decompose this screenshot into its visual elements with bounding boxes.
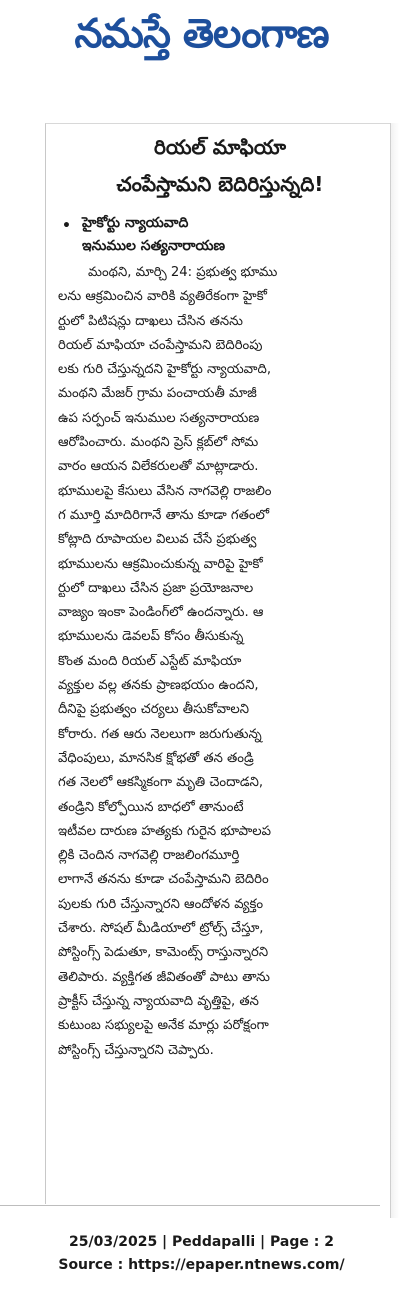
- body-line: పోస్టింగ్స్ పెడుతూ, కామెంట్స్ రాస్తున్నారని: [58, 945, 269, 961]
- clipping-right-border: [390, 123, 399, 1218]
- footer-date-edition-page: 25/03/2025 | Peddapalli | Page : 2: [69, 1234, 334, 1250]
- body-line: ర్టులో దాఖలు చేసిన ప్రజా ప్రయోజనాల: [58, 580, 254, 596]
- headline-line-2: చంపేస్తామని బెదిరిస్తున్నది!: [116, 172, 324, 196]
- body-line: వేధింపులు, మానసిక క్షోభతో తన తండ్రి: [58, 750, 254, 766]
- body-line: లకు గురి చేస్తున్నదని హైకోర్టు న్యాయవాది,: [58, 362, 272, 378]
- body-line: వ్యక్తుల వల్ల తనకు ప్రాణభయం ఉందని,: [58, 678, 259, 694]
- clipping-bottom-divider: [0, 1205, 380, 1206]
- article-body: [58, 261, 388, 1063]
- body-line: లను ఆక్రమించిన వారికి వ్యతిరేకంగా హైకో: [58, 289, 267, 305]
- body-line: రియల్ మాఫియా చంపేస్తామని బెదిరింపు: [58, 337, 263, 353]
- body-line: మంథని, మార్చి 24: ప్రభుత్వ భూము: [88, 265, 278, 280]
- body-line: ఇటీవల దారుణ హత్యకు గురైన భూపాలప: [58, 823, 271, 839]
- body-line: పోస్టింగ్స్ చేస్తున్నారని చెప్పారు.: [58, 1042, 214, 1058]
- body-line: భూములను ఆక్రమించుకున్న వారిపై హైకో: [58, 556, 263, 572]
- footer-source: Source : https://epaper.ntnews.com/: [58, 1257, 345, 1273]
- body-line: చేశారు. సోషల్ మీడియాలో ట్రోల్స్ చేస్తూ,: [58, 921, 264, 937]
- body-line: దీనిపై ప్రభుత్వం చర్యలు తీసుకోవాలని: [58, 702, 250, 718]
- body-line: ఉప సర్పంచ్ ఇనుముల సత్యనారాయణ: [58, 410, 260, 426]
- body-line: తెలిపారు. వ్యక్తిగత జీవితంతో పాటు తాను: [58, 969, 270, 985]
- body-line: కోట్లాది రూపాయల విలువ చేసే ప్రభుత్వ: [58, 532, 257, 548]
- body-line: గ మూర్తి మాదిరిగానే తాను కూడా గతంలో: [58, 507, 270, 523]
- subheadline-line-2: ఇనుముల సత్యనారాయణ: [82, 238, 226, 254]
- headline-line-1: రియల్ మాఫియా: [153, 135, 287, 159]
- bullet-icon: •: [62, 218, 71, 234]
- body-line: గత నెలలో ఆకస్మికంగా మృతి చెందాడని,: [58, 775, 264, 791]
- body-line: కుటుంబ సభ్యులపై అనేక మార్లు పరోక్షంగా: [58, 1018, 269, 1034]
- subheadline-line-1: హైకోర్టు న్యాయవాది: [82, 215, 189, 231]
- body-line: భూములను డెవలప్ కోసం తీసుకున్న: [58, 629, 244, 645]
- body-line: భూములపై కేసులు వేసిన నాగవెల్లి రాజలిం: [58, 483, 272, 499]
- body-line: కొంత మంది రియల్ ఎస్టేట్ మాఫియా: [58, 653, 242, 669]
- masthead-title: నమస్తే తెలంగాణ: [74, 11, 329, 57]
- body-line: లాగానే తనను కూడా చంపేస్తామని బెదిరిం: [58, 872, 269, 888]
- newspaper-masthead: [0, 0, 403, 78]
- body-line: వారం ఆయన విలేకరులతో మాట్లాడారు.: [58, 459, 259, 475]
- body-line: ర్టులో పిటిషన్లు దాఖలు చేసిన తనను: [58, 313, 243, 329]
- body-line: తండ్రిని కోల్పోయిన బాధలో తానుంటే: [58, 799, 244, 815]
- body-line: ప్రాక్టీస్ చేస్తున్న న్యాయవాది వృత్తిపై, తన: [58, 993, 259, 1009]
- body-line: ఆరోపించారు. మంథని ప్రెస్ క్లబ్‌లో సోమ: [58, 435, 259, 451]
- body-line: ల్లికి చెందిన నాగవెల్లి రాజలింగమూర్తి: [58, 848, 240, 864]
- body-line: పులకు గురి చేస్తున్నారని ఆందోళన వ్యక్తం: [58, 896, 264, 912]
- body-line: మంథని మేజర్ గ్రామ పంచాయతీ మాజీ: [58, 386, 257, 402]
- body-line: కోరారు. గత ఆరు నెలలుగా జరుగుతున్న: [58, 726, 262, 742]
- body-line: వాజ్యం ఇంకా పెండింగ్‌లో ఉందన్నారు. ఆ: [58, 605, 264, 621]
